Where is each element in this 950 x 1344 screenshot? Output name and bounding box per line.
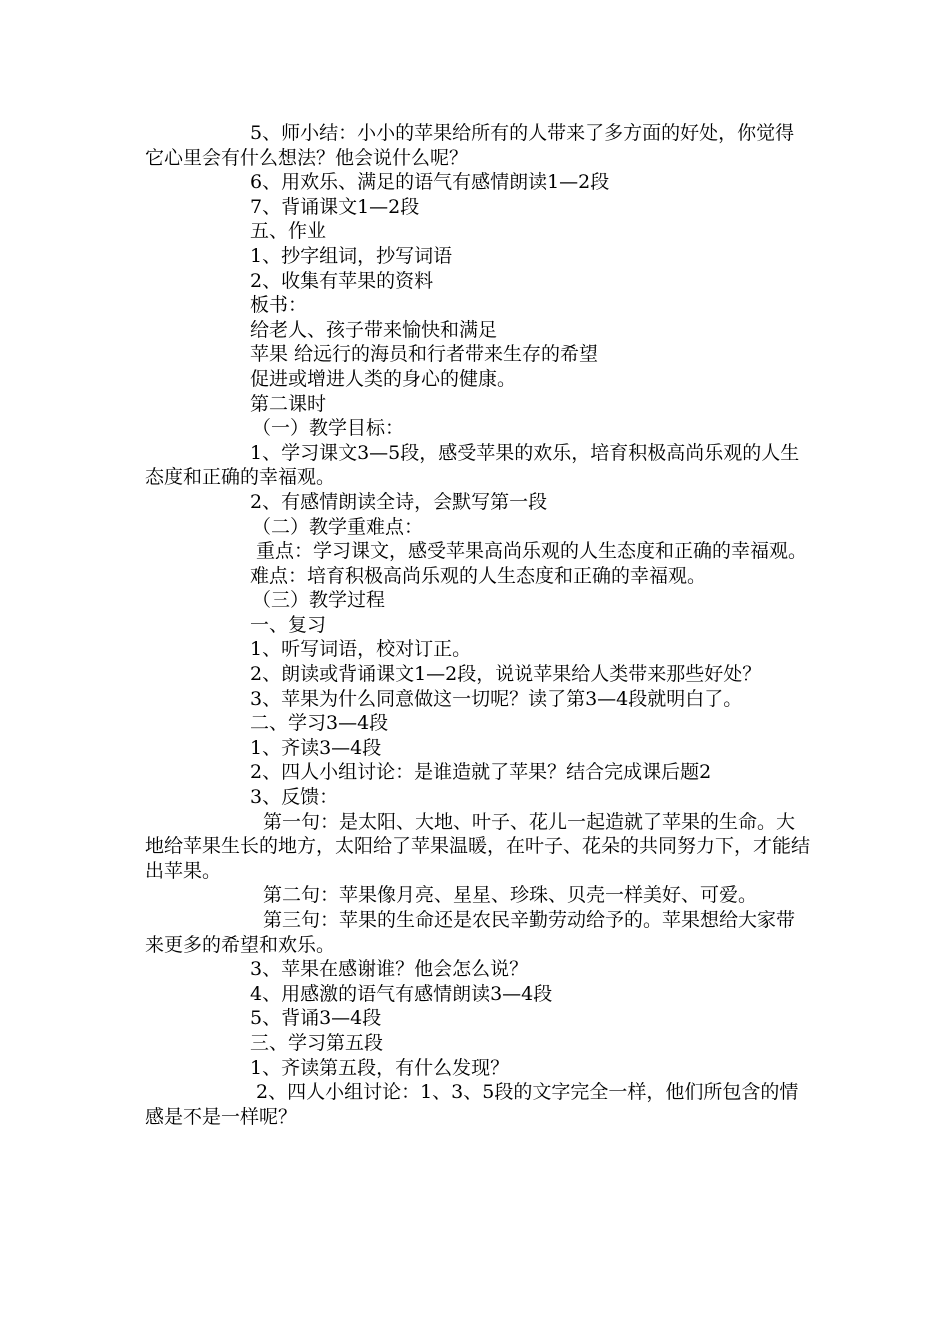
paragraph: 3、反馈：	[250, 786, 339, 809]
section-heading: 二、学习3—4段	[250, 712, 389, 735]
section-heading: （一）教学目标：	[252, 417, 405, 440]
section-heading: （二）教学重难点：	[252, 515, 424, 538]
document-body	[145, 121, 810, 1129]
paragraph: 难点：培育积极高尚乐观的人生态度和正确的幸福观。	[250, 564, 707, 587]
paragraph: 给老人、孩子带来愉快和满足	[250, 318, 498, 341]
section-heading: 一、复习	[250, 613, 327, 636]
paragraph: 促进或增进人类的身心的健康。	[250, 367, 517, 390]
paragraph: 1、听写词语，校对订正。	[250, 638, 472, 661]
paragraph: 1、齐读3—4段	[250, 736, 382, 759]
paragraph: 第二句：苹果像月亮、星星、珍珠、贝壳一样美好、可爱。	[263, 884, 758, 907]
paragraph: 1、齐读第五段，有什么发现？	[250, 1056, 510, 1079]
paragraph: 2、收集有苹果的资料	[250, 269, 434, 292]
paragraph: 3、苹果为什么同意做这一切呢？读了第3—4段就明白了。	[250, 687, 743, 710]
paragraph: 7、背诵课文1—2段	[250, 195, 420, 218]
paragraph: 2、四人小组讨论：是谁造就了苹果？结合完成课后题2	[250, 761, 712, 784]
paragraph: 苹果 给远行的海员和行者带来生存的希望	[250, 343, 599, 366]
paragraph: 第一句：是太阳、大地、叶子、花儿一起造就了苹果的生命。大地给苹果生长的地方，太阳给了苹果温暖，在叶子、花朵的共同努力下，才能结出苹果。	[145, 810, 811, 882]
paragraph: 6、用欢乐、满足的语气有感情朗读1—2段	[250, 171, 610, 194]
paragraph: 2、四人小组讨论：1、3、5段的文字完全一样，他们所包含的情感是不是一样呢？	[145, 1081, 799, 1128]
paragraph: 3、苹果在感谢谁？他会怎么说？	[250, 958, 529, 981]
paragraph: 2、有感情朗读全诗，会默写第一段	[250, 490, 548, 513]
section-heading: 五、作业	[250, 220, 327, 243]
paragraph: 1、抄字组词，抄写词语	[250, 244, 453, 267]
paragraph: 第三句：苹果的生命还是农民辛勤劳动给予的。苹果想给大家带来更多的希望和欢乐。	[145, 909, 796, 956]
paragraph: 1、学习课文3—5段，感受苹果的欢乐，培育积极高尚乐观的人生态度和正确的幸福观。	[145, 441, 800, 489]
paragraph: 2、朗读或背诵课文1—2段，说说苹果给人类带来那些好处？	[250, 663, 762, 686]
section-heading: 板书：	[250, 294, 308, 317]
paragraph: 4、用感激的语气有感情朗读3—4段	[250, 982, 553, 1005]
section-heading: 三、学习第五段	[250, 1031, 384, 1054]
section-heading: 第二课时	[250, 392, 327, 415]
paragraph: 5、师小结：小小的苹果给所有的人带来了多方面的好处，你觉得它心里会有什么想法？他会说什么呢？	[145, 122, 795, 169]
paragraph: 5、背诵3—4段	[250, 1007, 382, 1030]
paragraph: 重点：学习课文，感受苹果高尚乐观的人生态度和正确的幸福观。	[256, 540, 808, 563]
section-heading: （三）教学过程	[252, 589, 386, 612]
